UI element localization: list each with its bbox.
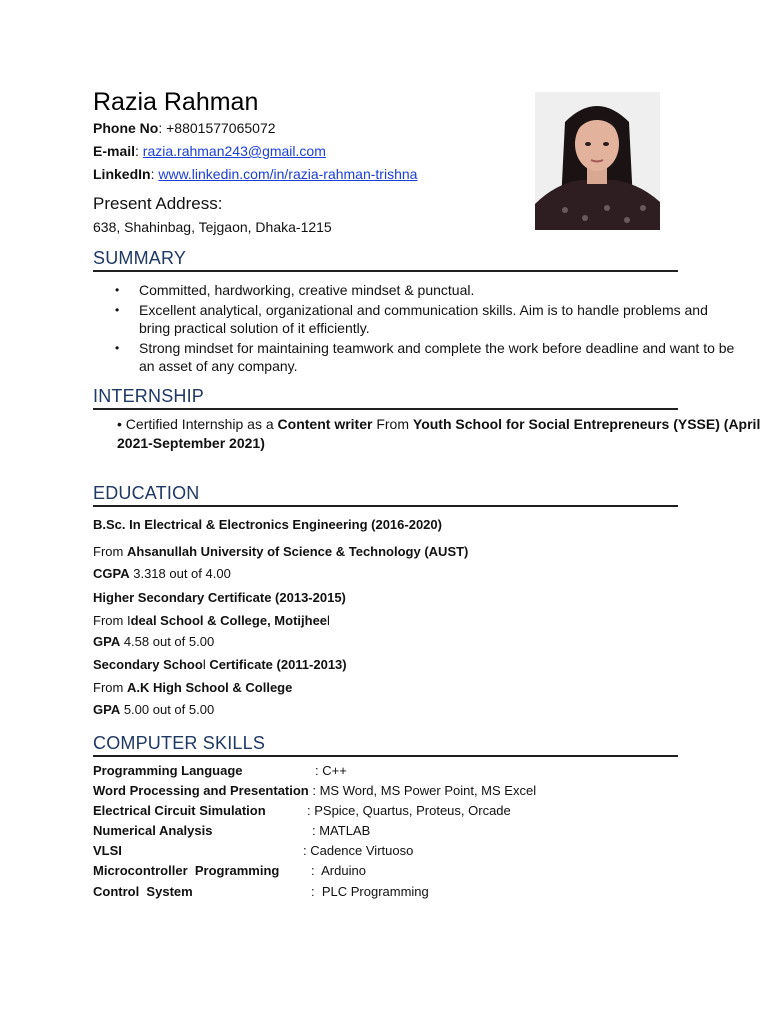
phone-label: Phone No (93, 120, 159, 136)
linkedin-label: LinkedIn (93, 166, 151, 182)
internship-org: Youth School for Social Entrepreneurs (YSSE) (April 2021-September 2021) (117, 416, 761, 451)
skill-key: VLSI (93, 843, 122, 858)
ssc-degree-part-c: Certificate (2011-2013) (205, 657, 347, 672)
linkedin-link[interactable]: www.linkedin.com/in/razia-rahman-trishna (158, 166, 418, 182)
ssc-institution (93, 680, 292, 696)
summary-heading: SUMMARY (93, 247, 678, 272)
skill-row (93, 823, 370, 839)
phone-value: : +8801577065072 (158, 120, 276, 136)
phone-line (93, 119, 276, 137)
education-heading: EDUCATION (93, 482, 678, 507)
summary-item: • Strong mindset for maintaining teamwork and complete the work before deadline and want to be an asset of any company. (115, 339, 735, 375)
skill-row (93, 783, 536, 799)
ssc-degree-part-b: l (202, 657, 206, 672)
skill-row (93, 884, 429, 900)
skill-value: : Arduino (311, 863, 366, 878)
hsc-degree (93, 590, 346, 606)
ssc-inst-text: A.K High School & College (126, 680, 293, 695)
hsc-inst-tail: l (327, 613, 330, 628)
internship-prefix: • Certified Internship as a (117, 416, 278, 432)
ssc-degree (93, 657, 347, 673)
skill-row (93, 763, 347, 779)
ssc-grade (93, 702, 214, 718)
skill-key: Numerical Analysis (93, 823, 213, 838)
skill-value: : PSpice, Quartus, Proteus, Orcade (307, 803, 511, 818)
bsc-grade-value: 3.318 out of 4.00 (129, 566, 231, 581)
skill-row (93, 863, 366, 879)
bsc-degree (93, 517, 442, 533)
skill-row (93, 803, 511, 819)
hsc-degree-text: Higher Secondary Certificate (2013-2015) (93, 590, 346, 605)
ssc-from: From (93, 680, 127, 695)
linkedin-separator: : (150, 166, 159, 182)
ssc-degree-part-a: Secondary Schoo (93, 657, 203, 672)
skill-row (93, 843, 413, 859)
email-link[interactable]: razia.rahman243@gmail.com (142, 143, 326, 159)
bsc-institution (93, 544, 468, 560)
bsc-degree-text: B.Sc. In Electrical & Electronics Engineering (2016-2020) (93, 517, 442, 532)
hsc-grade-value: 4.58 out of 5.00 (120, 634, 215, 649)
hsc-institution (93, 613, 330, 629)
skill-value: : PLC Programming (311, 884, 429, 899)
skill-key: Microcontroller Programming (93, 863, 280, 878)
skill-key: Electrical Circuit Simulation (93, 803, 266, 818)
bsc-from: From (93, 544, 127, 559)
ssc-grade-value: 5.00 out of 5.00 (120, 702, 215, 717)
internship-from: From (372, 416, 413, 432)
skill-value: : C++ (315, 763, 347, 778)
internship-role: Content writer (277, 416, 373, 432)
email-line (93, 142, 326, 160)
summary-item: • Committed, hardworking, creative mindset & punctual. (115, 281, 735, 299)
summary-item: • Excellent analytical, organizational and communication skills. Aim is to handle problems and bring practical solution of it efficiently. (115, 301, 735, 337)
candidate-name: Razia Rahman (93, 88, 259, 116)
profile-photo (535, 92, 660, 230)
hsc-from: From I (93, 613, 131, 628)
bsc-grade (93, 566, 231, 582)
email-label: E-mail (93, 143, 136, 159)
bsc-inst-text: Ahsanullah University of Science & Technology (AUST) (126, 544, 469, 559)
address-title: Present Address: (93, 194, 223, 213)
email-separator: : (135, 143, 143, 159)
hsc-grade-label: GPA (93, 634, 121, 649)
summary-list (115, 281, 735, 377)
skill-key: Control System (93, 884, 193, 899)
internship-heading: INTERNSHIP (93, 385, 678, 410)
skill-key: Programming Language (93, 763, 243, 778)
portrait-illustration (535, 92, 660, 230)
skill-key: Word Processing and Presentation (93, 783, 309, 798)
hsc-grade (93, 634, 214, 650)
skill-value: : Cadence Virtuoso (303, 843, 414, 858)
hsc-inst-text: deal School & College, Motijhee (130, 613, 328, 628)
bsc-grade-label: CGPA (93, 566, 130, 581)
internship-entry (117, 415, 762, 453)
skill-value: : MS Word, MS Power Point, MS Excel (308, 783, 537, 798)
address-text: 638, Shahinbag, Tejgaon, Dhaka-1215 (93, 219, 332, 235)
skill-value: : MATLAB (312, 823, 371, 838)
skills-heading: COMPUTER SKILLS (93, 732, 678, 757)
linkedin-line (93, 165, 417, 183)
ssc-grade-label: GPA (93, 702, 121, 717)
